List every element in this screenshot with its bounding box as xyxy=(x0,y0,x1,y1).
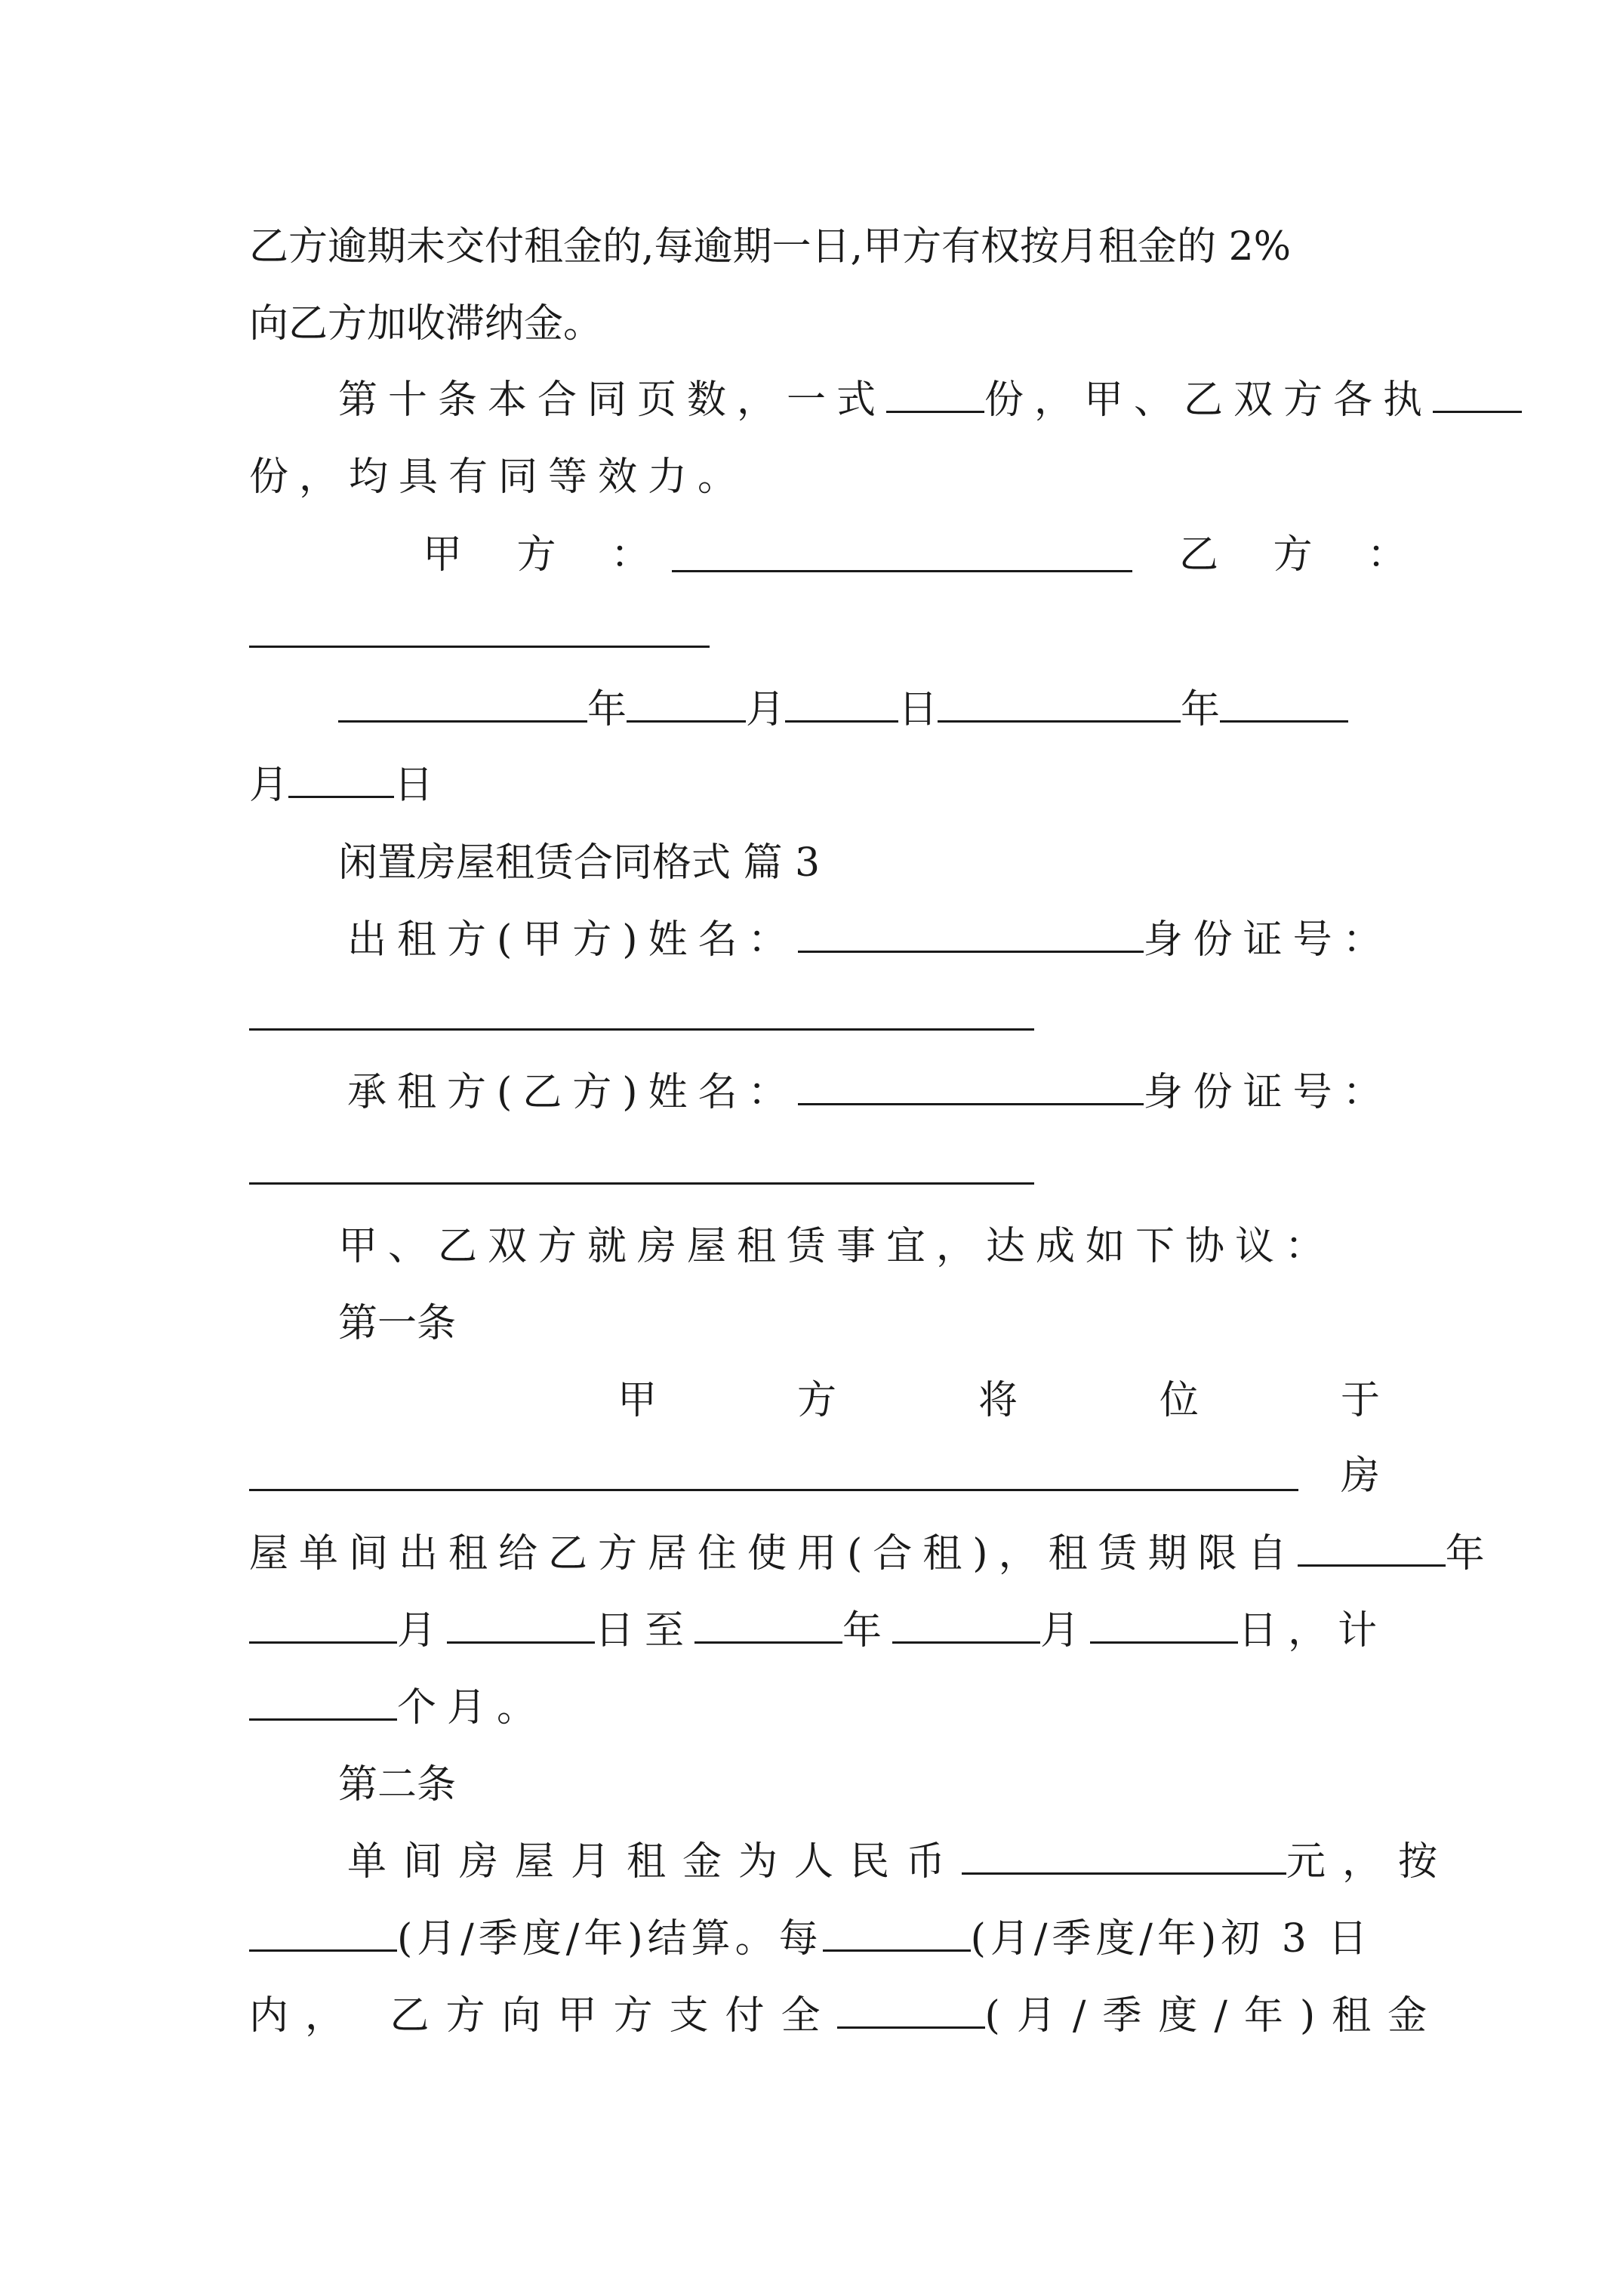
end-month-field[interactable] xyxy=(892,1607,1040,1644)
lessee-line: 承租方(乙方)姓名： 身份证号： xyxy=(347,1070,1393,1115)
section-heading: 闲置房屋租赁合同格式 篇 3 xyxy=(338,840,821,886)
period-field[interactable] xyxy=(837,1992,985,2029)
lessor-id-field[interactable] xyxy=(249,1028,1034,1031)
day-field[interactable] xyxy=(288,761,394,798)
year-field[interactable] xyxy=(938,686,1181,723)
spaced-word: 将 xyxy=(978,1378,1018,1423)
spaced-word: 位 xyxy=(1160,1378,1200,1423)
text-line xyxy=(338,374,1522,427)
signature-party-a-label: 甲 方 ： xyxy=(423,532,672,578)
start-year-field[interactable] xyxy=(1298,1530,1446,1567)
lessor-name-field[interactable] xyxy=(798,916,1144,953)
paragraph-text: 单间房屋月租金为人民币 xyxy=(347,1839,962,1885)
lessee-id-field[interactable] xyxy=(249,1182,1034,1185)
text-line: 内， 乙方向甲方支付全 (月/季度/年)租金 xyxy=(249,1993,1444,2039)
day-field[interactable] xyxy=(785,686,898,723)
lessee-name-field[interactable] xyxy=(798,1068,1144,1105)
paragraph-text: 向乙方加收滞纳金。 xyxy=(249,301,603,347)
paragraph-text: 内， 乙方向甲方支付全 xyxy=(249,1993,837,2039)
payment-period-field[interactable] xyxy=(823,1915,971,1952)
text-line xyxy=(338,1220,1335,1273)
year-field[interactable] xyxy=(338,686,587,723)
start-month-field[interactable] xyxy=(249,1607,397,1644)
lessor-line: 出租方(甲方)姓名： 身份证号： xyxy=(347,917,1393,963)
text-line: 月 日至 年 月 日，计 xyxy=(249,1604,1387,1657)
text-line xyxy=(249,297,602,350)
signature-party-b-field[interactable] xyxy=(249,646,710,648)
end-day-field[interactable] xyxy=(1090,1607,1238,1644)
paragraph-text: 甲、乙双方就房屋租赁事宜，达成如下协议： xyxy=(338,1224,1335,1269)
month-field[interactable] xyxy=(627,686,746,723)
end-year-field[interactable] xyxy=(694,1607,842,1644)
months-field[interactable] xyxy=(249,1684,397,1721)
blank-field[interactable] xyxy=(1433,376,1522,413)
blank-field[interactable] xyxy=(886,376,984,413)
text-line: 单间房屋月租金为人民币 元，按 xyxy=(347,1839,1455,1885)
signature-party-b-label: 乙 方 ： xyxy=(1179,532,1428,578)
address-field[interactable] xyxy=(249,1489,1298,1491)
spaced-word: 甲 xyxy=(617,1378,658,1423)
text-line xyxy=(249,451,747,504)
paragraph-text: 屋单间出租给乙方居住使用(合租)，租赁期限自 xyxy=(249,1531,1298,1576)
spaced-word: 房 xyxy=(1341,1453,1381,1499)
settlement-period-field[interactable] xyxy=(249,1915,397,1952)
paragraph-text: 份，均具有同等效力。 xyxy=(249,455,748,500)
article-heading: 第一条 xyxy=(338,1301,457,1346)
text-line xyxy=(249,220,1291,273)
signature-party-a-field[interactable] xyxy=(672,570,1132,572)
spaced-word: 于 xyxy=(1341,1378,1381,1423)
article-heading: 第二条 xyxy=(338,1762,457,1808)
date-line: 年 月 日 年 xyxy=(338,683,1348,736)
paragraph-text: 乙方逾期未交付租金的,每逾期一日,甲方有权按月租金的 2% xyxy=(249,224,1292,270)
spaced-word: 方 xyxy=(797,1378,837,1423)
paragraph-text: 份，甲、乙双方各执 xyxy=(984,378,1434,423)
text-line: (月/季度/年)结算。每 (月/季度/年)初 3 日 xyxy=(249,1912,1372,1965)
start-day-field[interactable] xyxy=(447,1607,595,1644)
month-field[interactable] xyxy=(1220,686,1348,723)
date-line: 月 日 xyxy=(249,763,434,808)
paragraph-text: 第十条本合同页数，一式 xyxy=(338,378,887,423)
text-line: 屋单间出租给乙方居住使用(合租)，租赁期限自 年 xyxy=(249,1531,1495,1576)
text-line: 个月。 xyxy=(249,1681,547,1734)
rent-amount-field[interactable] xyxy=(962,1838,1286,1875)
